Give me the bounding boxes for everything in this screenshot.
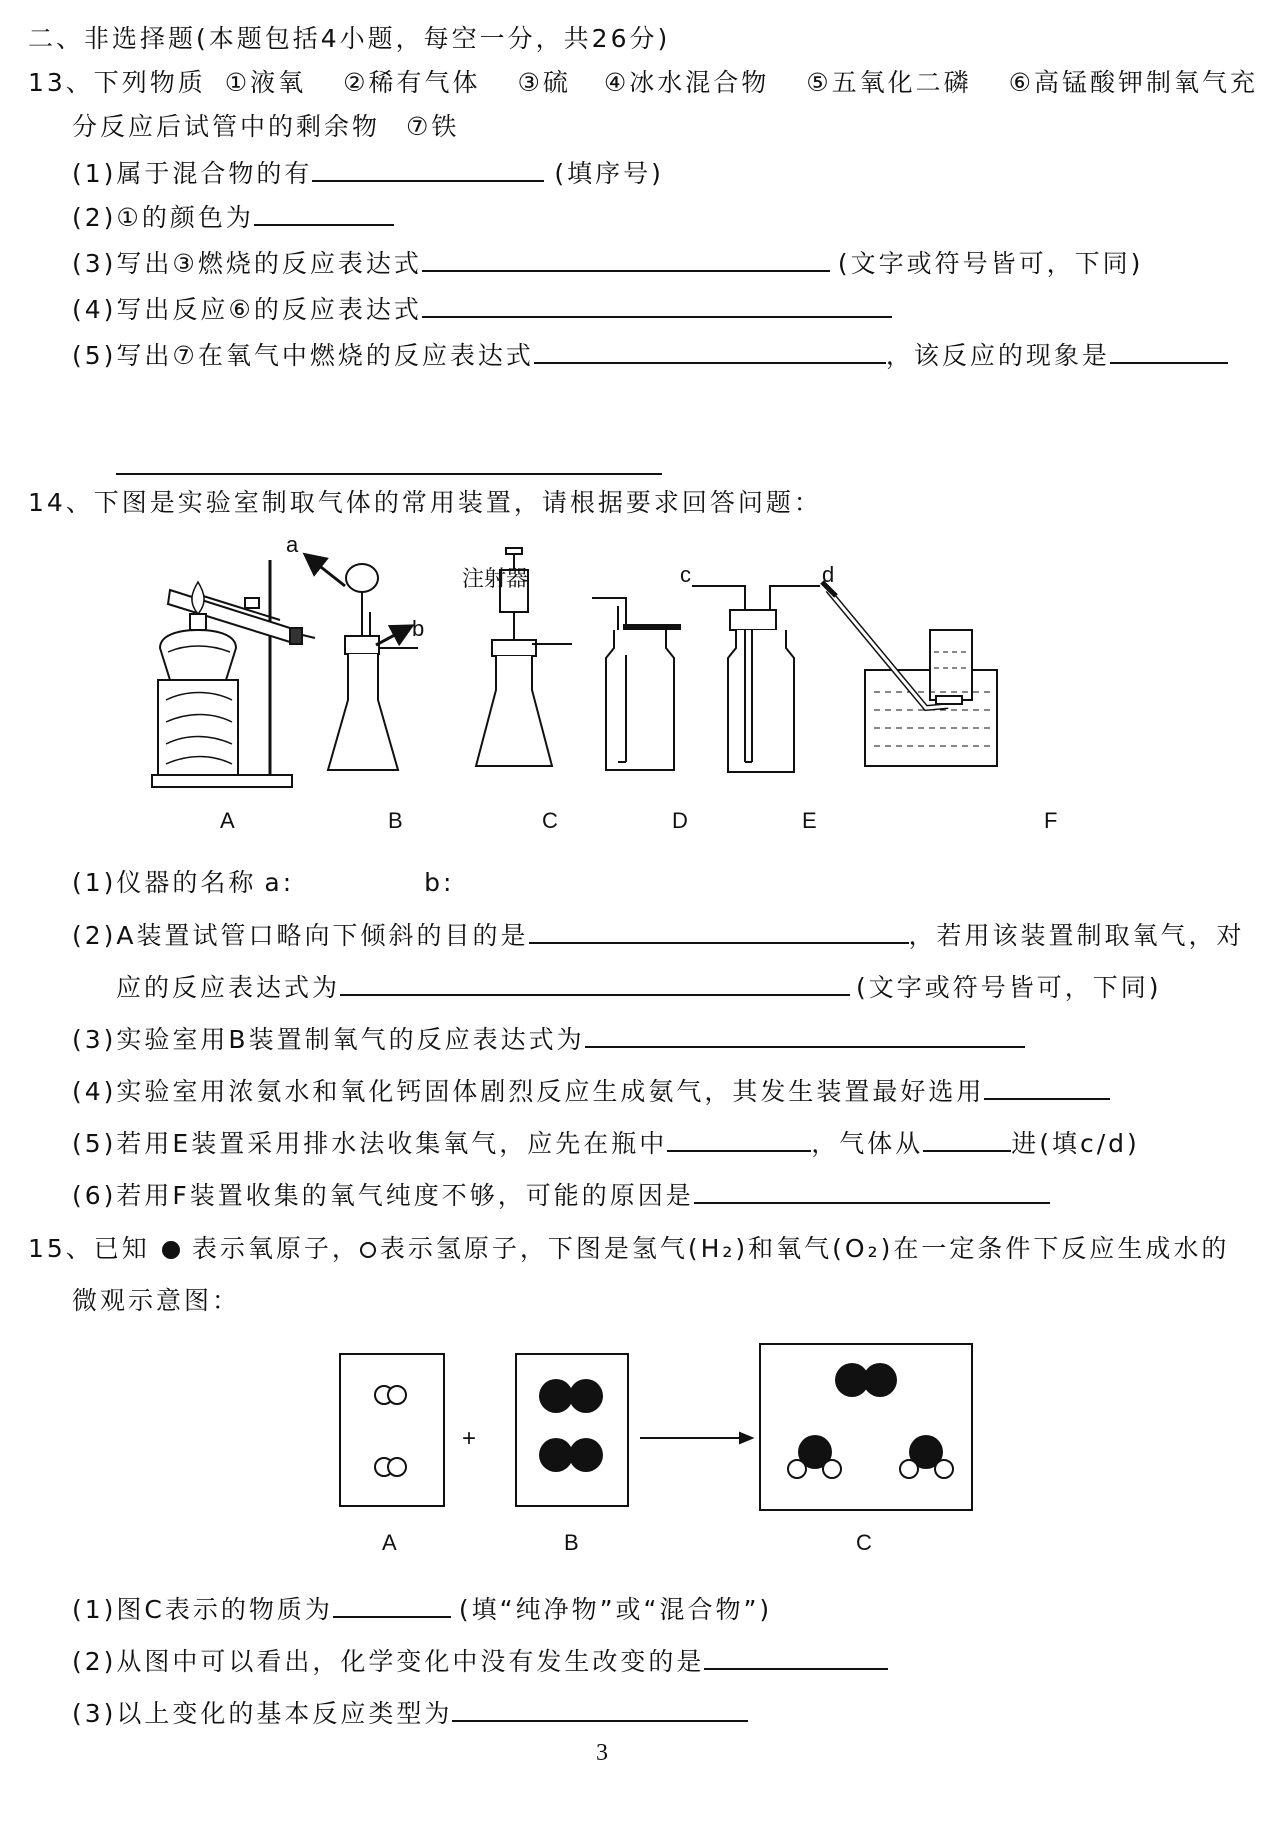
answer-blank[interactable] (116, 473, 662, 475)
q13-part4: (4)写出反应⑥的反应表达式 (72, 292, 892, 327)
q15-part1: (1)图C表示的物质为 (填“纯净物”或“混合物”) (72, 1592, 772, 1627)
syringe-label: 注射器 (462, 566, 529, 591)
answer-blank[interactable] (312, 156, 544, 182)
q13-part1: (1)属于混合物的有 (填序号) (72, 156, 664, 191)
answer-blank[interactable] (254, 200, 394, 226)
apparatus-a (152, 560, 315, 787)
q14-part3: (3)实验室用B装置制氧气的反应表达式为 (72, 1022, 1025, 1057)
apparatus-label: F (1044, 808, 1058, 833)
pointer-arrow-b (376, 630, 404, 645)
answer-blank[interactable] (704, 1644, 888, 1670)
apparatus-e (692, 586, 820, 772)
apparatus-label: E (802, 808, 817, 833)
section-header: 二、非选择题(本题包括4小题，每空一分，共26分) (28, 24, 671, 53)
answer-blank[interactable] (529, 918, 909, 944)
answer-blank[interactable] (534, 338, 886, 364)
q15-intro: 15、已知 表示氧原子， 表示氢原子，下图是氢气(H₂)和氧气(O₂)在一定条件下反应生成水的 (28, 1234, 1230, 1263)
port-label-c: c (680, 562, 691, 587)
water-molecule (900, 1435, 953, 1478)
oxygen-molecule (539, 1379, 603, 1413)
q15-part3: (3)以上变化的基本反应类型为 (72, 1696, 748, 1731)
apparatus-b (328, 564, 418, 770)
pointer-label-a: a (286, 540, 299, 557)
oxygen-molecule (835, 1363, 897, 1397)
box-a (340, 1354, 444, 1506)
hydrogen-atom-icon (360, 1242, 376, 1258)
answer-blank[interactable] (923, 1126, 1011, 1152)
answer-blank[interactable] (340, 970, 850, 996)
q13-item: ③硫 (517, 68, 571, 97)
answer-blank[interactable] (585, 1022, 1025, 1048)
q13-item: ⑤五氧化二磷 (806, 68, 972, 97)
q15-intro-cont: 微观示意图： (72, 1286, 241, 1315)
q14-part6: (6)若用F装置收集的氧气纯度不够，可能的原因是 (72, 1178, 1050, 1213)
q13-part3: (3)写出③燃烧的反应表达式 (文字或符号皆可，下同) (72, 246, 1143, 281)
apparatus-label: D (672, 808, 688, 833)
pointer-label-b: b (412, 616, 425, 641)
page-number: 3 (596, 1740, 608, 1766)
q13-intro-cont: 分反应后试管中的剩余物 ⑦铁 (72, 112, 460, 141)
box-c (760, 1344, 972, 1510)
molecular-diagram (320, 1338, 1000, 1568)
q13-part2: (2)①的颜色为 (72, 200, 394, 235)
q13-item: ⑥高锰酸钾制氧气充 (1008, 68, 1259, 97)
diagram-label: C (856, 1530, 872, 1555)
apparatus-label: B (388, 808, 403, 833)
apparatus-label: C (542, 808, 558, 833)
apparatus-f (822, 582, 997, 766)
q13-intro: 13、下列物质 ①液氧 ②稀有气体 ③硫 ④冰水混合物 ⑤五氧化二磷 ⑥高锰酸钾制氧气充 (28, 68, 1259, 97)
q13-item: ①液氧 (224, 68, 307, 97)
answer-blank[interactable] (667, 1126, 811, 1152)
apparatus-figure (140, 540, 1180, 840)
q13-part5: (5)写出⑦在氧气中燃烧的反应表达式 ，该反应的现象是 (72, 338, 1228, 373)
q13-item: ②稀有气体 (343, 68, 481, 97)
answer-blank[interactable] (333, 1592, 451, 1618)
q14-part4: (4)实验室用浓氨水和氧化钙固体剧烈反应生成氨气，其发生装置最好选用 (72, 1074, 1110, 1109)
port-label-d: d (822, 562, 835, 587)
answer-blank[interactable] (984, 1074, 1110, 1100)
oxygen-atom-icon (162, 1241, 180, 1259)
apparatus-label: A (220, 808, 235, 833)
q14-intro: 14、下图是实验室制取气体的常用装置，请根据要求回答问题： (28, 488, 822, 517)
answer-blank[interactable] (452, 1696, 748, 1722)
q14-part5: (5)若用E装置采用排水法收集氧气，应先在瓶中 ，气体从 进(填c/d) (72, 1126, 1140, 1161)
diagram-label: B (564, 1530, 579, 1555)
hydrogen-molecule (375, 1458, 406, 1476)
answer-blank[interactable] (422, 246, 830, 272)
q14-part2-cont: 应的反应表达式为 (文字或符号皆可，下同) (116, 970, 1162, 1005)
plus-sign: + (462, 1425, 477, 1452)
q14-part2: (2)A装置试管口略向下倾斜的目的是 ，若用该装置制取氧气，对 (72, 918, 1245, 953)
answer-blank[interactable] (422, 292, 892, 318)
diagram-label: A (382, 1530, 397, 1555)
q15-part2: (2)从图中可以看出，化学变化中没有发生改变的是 (72, 1644, 888, 1679)
hydrogen-molecule (375, 1386, 406, 1404)
apparatus-d (592, 598, 680, 770)
water-molecule (788, 1435, 841, 1478)
answer-blank[interactable] (1110, 338, 1228, 364)
pointer-arrow-a (312, 560, 345, 586)
box-b (516, 1354, 628, 1506)
q13-item: ④冰水混合物 (603, 68, 770, 97)
q14-part1: (1)仪器的名称 a: b: (72, 868, 455, 897)
answer-blank[interactable] (694, 1178, 1050, 1204)
oxygen-molecule (539, 1438, 603, 1472)
